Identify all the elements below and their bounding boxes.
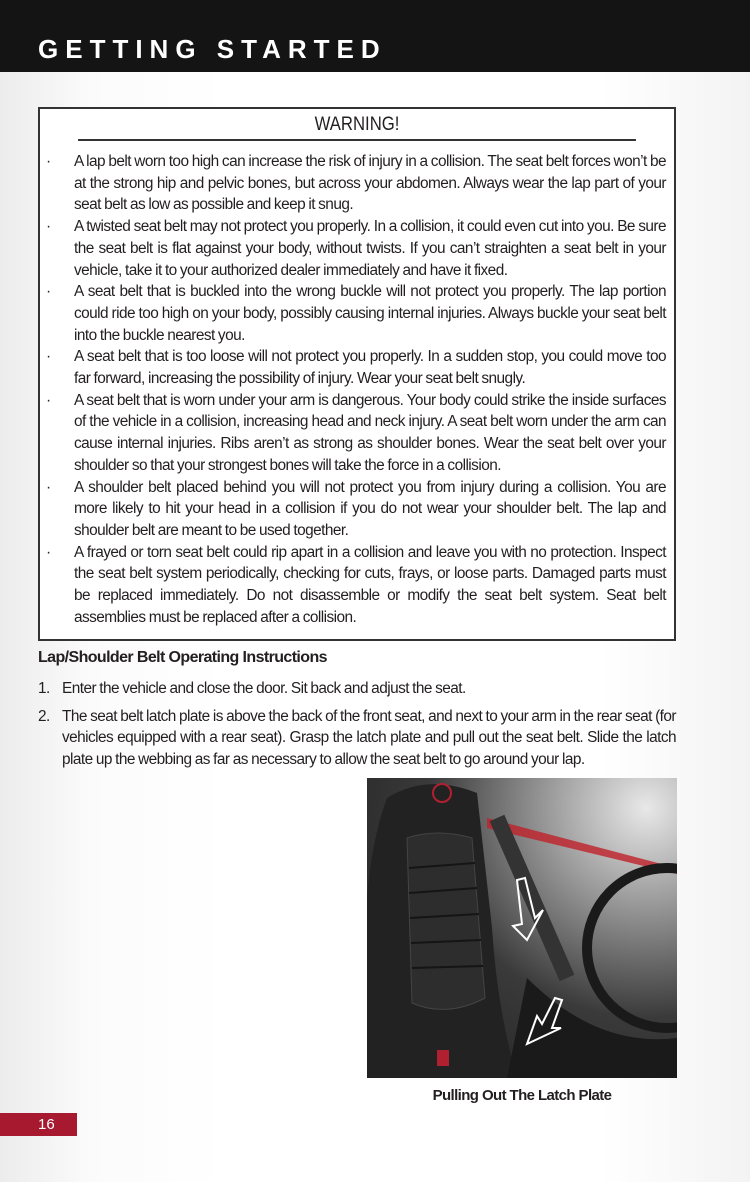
instruction-step — [38, 678, 676, 700]
instruction-step — [38, 706, 676, 771]
warning-title: WARNING! — [78, 109, 636, 141]
step-text: Enter the vehicle and close the door. Sit back and adjust the seat. — [62, 680, 466, 697]
bullet: · — [46, 543, 51, 561]
bullet: · — [46, 348, 51, 366]
warning-item — [46, 281, 666, 346]
warning-text: A twisted seat belt may not protect you properly. In a collision, it could even cut into you. Be sure the seat belt is flat against your body, without twists. If you can’t straighten a seat belt in your vehicle, take it to your authorized dealer immediately and have it fixed. — [74, 218, 666, 279]
warning-item — [46, 542, 666, 629]
warning-item — [46, 477, 666, 542]
warning-item — [46, 346, 666, 389]
warning-text: A lap belt worn too high can increase the risk of injury in a collision. The seat belt forces won’t be at the strong hip and pelvic bones, but across your abdomen. Always wear the lap part of your seat belt as low as possible and keep it snug. — [74, 153, 666, 214]
step-text: The seat belt latch plate is above the back of the front seat, and next to your arm in the rear seat (for vehicles equipped with a rear seat). Grasp the latch plate and pull out the seat belt. Slide the latch plate up the webbing as far as necessary to allow the seat belt to go around your lap. — [62, 707, 676, 769]
warning-box — [38, 107, 676, 641]
step-number: 2. — [38, 707, 50, 725]
bullet: · — [46, 153, 51, 170]
section-header — [0, 0, 750, 72]
page-number: 16 — [38, 1116, 55, 1133]
bullet: · — [46, 478, 51, 496]
instruction-steps — [38, 678, 676, 777]
warning-text: A frayed or torn seat belt could rip apart in a collision and leave you with no protection. Inspect the seat belt system periodically, checking for cuts, frays, or loose parts. Damaged parts must be replaced immediately. Do not disassemble or modify the seat belt system. Seat belt assemblies must be replaced after a collision. — [74, 543, 666, 626]
car-seat-illustration — [367, 778, 677, 1078]
seat-belt-photo — [367, 778, 677, 1078]
page-number-tab — [0, 1113, 77, 1136]
warning-item — [46, 390, 666, 477]
section-title: GETTING STARTED — [38, 34, 387, 64]
bullet: · — [46, 391, 51, 409]
step-number: 1. — [38, 680, 50, 697]
warning-text: A seat belt that is too loose will not protect you properly. In a sudden stop, you could move too far forward, increasing the possibility of injury. Wear your seat belt snugly. — [74, 348, 666, 388]
instructions-heading: Lap/Shoulder Belt Operating Instructions — [38, 649, 327, 666]
warning-text: A seat belt that is buckled into the wrong buckle will not protect you properly. The lap portion could ride too high on your body, possibly causing internal injuries. Always buckle your seat belt into the buckle nearest you. — [74, 283, 666, 344]
warning-text: A seat belt that is worn under your arm is dangerous. Your body could strike the inside surfaces of the vehicle in a collision, increasing head and neck injury. A seat belt worn under the arm can cause internal injuries. Ribs aren’t as strong as shoulder bones. Wear the seat belt over your shoulder so that your strongest bones will take the force in a collision. — [74, 391, 666, 474]
warning-text: A shoulder belt placed behind you will not protect you from injury during a collision. You are more likely to hit your head in a collision if you do not wear your shoulder belt. The lap and shoulder belt are meant to be used together. — [74, 478, 666, 539]
warning-item — [46, 216, 666, 281]
warning-item — [46, 151, 666, 216]
figure-caption: Pulling Out The Latch Plate — [432, 1087, 612, 1104]
bullet: · — [46, 218, 51, 236]
warning-list — [40, 141, 674, 628]
bullet: · — [46, 283, 51, 301]
